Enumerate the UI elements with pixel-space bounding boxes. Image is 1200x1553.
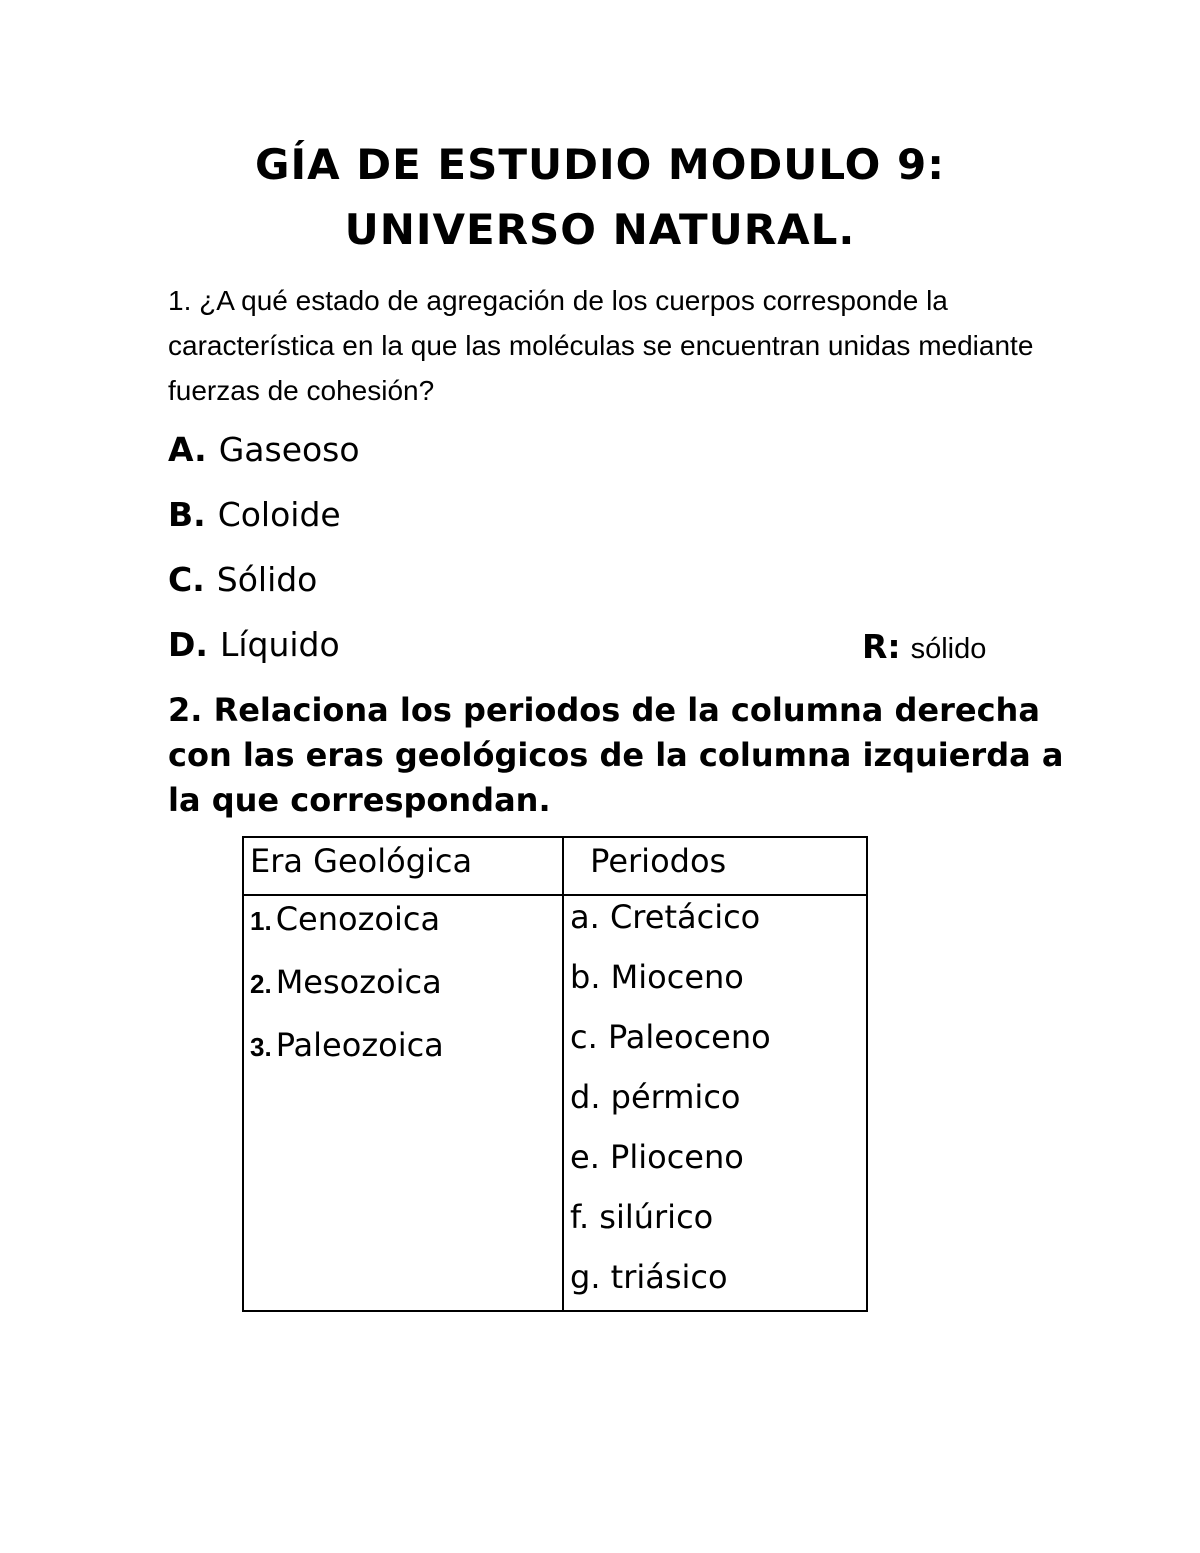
era-item: [250, 1026, 444, 1064]
period-item: b. Mioceno: [570, 958, 744, 996]
table-column-divider: [562, 838, 564, 1310]
era-number: 3.: [250, 1032, 272, 1062]
option-letter: D.: [168, 625, 208, 664]
option-letter: C.: [168, 560, 205, 599]
document-title-line-1: GÍA DE ESTUDIO MODULO 9:: [255, 140, 945, 189]
option-b: [168, 495, 341, 534]
document-title-line-2: UNIVERSO NATURAL.: [344, 205, 856, 254]
era-name: Mesozoica: [275, 963, 442, 1001]
eras-periods-table: [242, 836, 868, 1312]
era-number: 2.: [250, 969, 272, 999]
option-text: Gaseoso: [218, 430, 360, 469]
question-1-text: 1. ¿A qué estado de agregación de los cuerpos corresponde la característica en la que las moléculas se encuentran unidas mediante fuerzas de cohesión?: [168, 285, 1034, 406]
option-c: [168, 560, 317, 599]
table-header-era: Era Geológica: [250, 842, 473, 880]
option-text: Coloide: [217, 495, 341, 534]
option-text: Sólido: [216, 560, 318, 599]
question-2-text: 2. Relaciona los periodos de la columna derecha con las eras geológicos de la columna izquierda a la que correspondan.: [168, 691, 1064, 819]
era-number: 1.: [250, 906, 272, 936]
era-name: Cenozoica: [275, 900, 441, 938]
table-header-divider: [244, 894, 866, 896]
answer: [862, 627, 986, 666]
option-letter: A.: [168, 430, 207, 469]
option-a: [168, 430, 360, 469]
period-item: f. silúrico: [570, 1198, 714, 1236]
period-item: g. triásico: [570, 1258, 728, 1296]
period-item: c. Paleoceno: [570, 1018, 771, 1056]
option-text: Líquido: [219, 625, 340, 664]
era-item: [250, 900, 440, 938]
answer-label: R:: [862, 627, 901, 666]
era-item: [250, 963, 442, 1001]
period-item: e. Plioceno: [570, 1138, 744, 1176]
era-name: Paleozoica: [275, 1026, 444, 1064]
option-letter: B.: [168, 495, 206, 534]
table-header-periods: Periodos: [580, 842, 727, 880]
period-item: a. Cretácico: [570, 898, 761, 936]
answer-value: sólido: [910, 633, 987, 665]
period-item: d. pérmico: [570, 1078, 741, 1116]
option-d: [168, 625, 340, 664]
